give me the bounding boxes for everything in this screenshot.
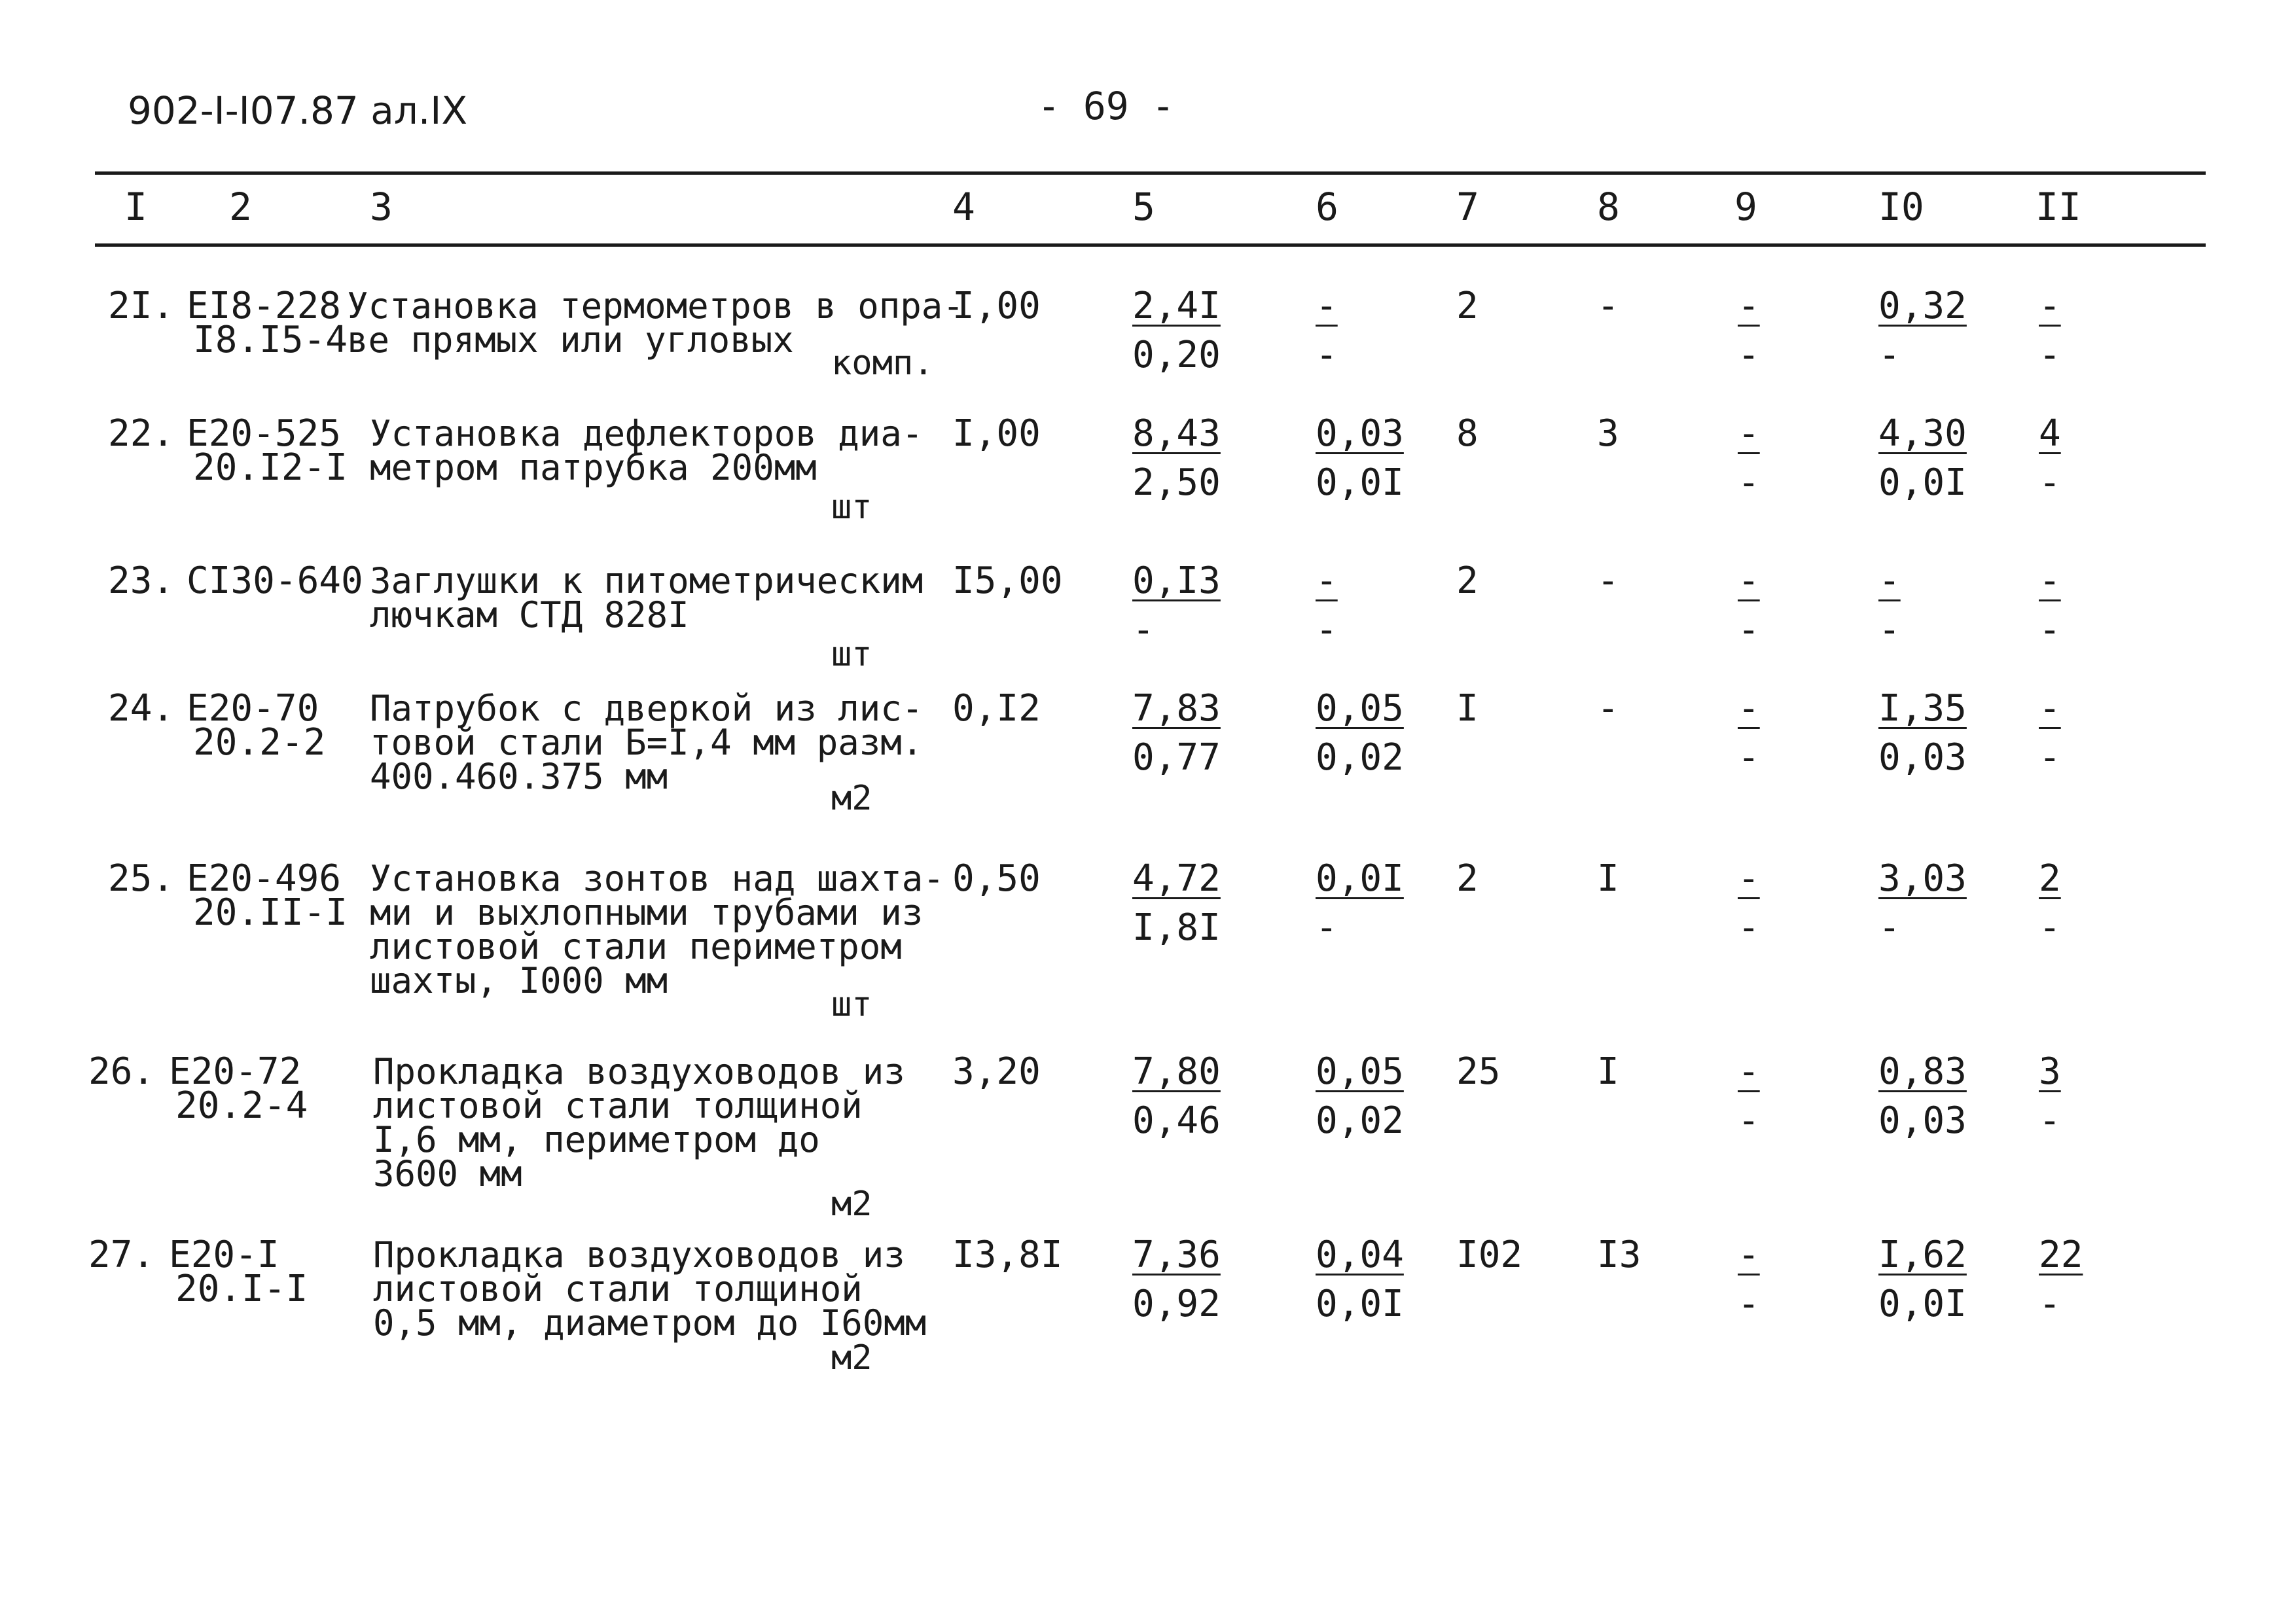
col5-bottom-value: I,8I — [1132, 906, 1221, 949]
unit-of-measure: шт — [831, 635, 872, 674]
col9-bottom-value: - — [1738, 609, 1760, 651]
col5-bottom-value: 2,50 — [1132, 461, 1221, 504]
row-number: 22. — [108, 412, 175, 455]
col7-value: 25 — [1456, 1050, 1501, 1093]
col10-bottom-value: 0,03 — [1878, 1099, 1967, 1142]
col7-value: 2 — [1456, 857, 1479, 900]
col5-bottom-value: 0,77 — [1132, 736, 1221, 779]
col5-top-value: 7,80 — [1132, 1050, 1221, 1093]
col11-top-value: 2 — [2039, 857, 2061, 900]
unit-of-measure: комп. — [831, 344, 934, 383]
col9-bottom-value: - — [1738, 1283, 1760, 1325]
quantity: I,00 — [952, 412, 1041, 455]
row-number: 24. — [108, 687, 175, 730]
col10-bottom-value: 0,0I — [1878, 1283, 1967, 1325]
col10-top-value: I,62 — [1878, 1234, 1967, 1276]
col9-top-value: - — [1738, 857, 1760, 900]
quantity: 0,50 — [952, 857, 1041, 900]
col10-bottom-value: - — [1878, 334, 1901, 376]
col10-top-value: 3,03 — [1878, 857, 1967, 900]
col5-bottom-value: 0,46 — [1132, 1099, 1221, 1142]
description-line: Прокладка воздуховодов из — [373, 1051, 905, 1092]
col6-bottom-value: - — [1316, 334, 1338, 376]
col6-bottom-value: 0,02 — [1316, 1099, 1404, 1142]
rate-code: E20-72 — [169, 1050, 302, 1093]
col-header-2: 2 — [229, 185, 252, 229]
rate-code: E20-525 — [187, 412, 342, 455]
rate-subcode: I8.I5-4 — [193, 319, 348, 361]
row-number: 27. — [88, 1234, 155, 1276]
col-header-4: 4 — [952, 185, 975, 229]
col8-value: - — [1597, 285, 1619, 327]
col-header-10: I0 — [1878, 185, 1924, 229]
col8-value: - — [1597, 560, 1619, 602]
col10-top-value: 0,83 — [1878, 1050, 1967, 1093]
col10-bottom-value: 0,03 — [1878, 736, 1967, 779]
rate-subcode: 20.2-4 — [175, 1084, 308, 1127]
rate-code: E20-496 — [187, 857, 342, 900]
col10-top-value: 0,32 — [1878, 285, 1967, 327]
row-number: 26. — [88, 1050, 155, 1093]
rate-code: EI8-228 — [187, 285, 342, 327]
col11-top-value: 3 — [2039, 1050, 2061, 1093]
col11-top-value: - — [2039, 560, 2061, 602]
description-line: метром патрубка 200мм — [370, 447, 817, 488]
col6-top-value: 0,0I — [1316, 857, 1404, 900]
col-header-7: 7 — [1456, 185, 1479, 229]
col8-value: I — [1597, 1050, 1619, 1093]
col5-top-value: 7,83 — [1132, 687, 1221, 730]
col6-bottom-value: - — [1316, 609, 1338, 651]
col7-value: 2 — [1456, 560, 1479, 602]
description-line: товой стали Б=I,4 мм разм. — [370, 722, 924, 763]
col10-top-value: 4,30 — [1878, 412, 1967, 455]
col-header-11: II — [2036, 185, 2081, 229]
col9-top-value: - — [1738, 560, 1760, 602]
col9-top-value: - — [1738, 412, 1760, 455]
quantity: I3,8I — [952, 1234, 1063, 1276]
col5-bottom-value: - — [1132, 609, 1155, 651]
rate-code: E20-I — [169, 1234, 279, 1276]
col8-value: 3 — [1597, 412, 1619, 455]
col-header-5: 5 — [1132, 185, 1155, 229]
col5-top-value: 4,72 — [1132, 857, 1221, 900]
description-line: шахты, I000 мм — [370, 960, 668, 1001]
rate-subcode: 20.I-I — [175, 1268, 308, 1310]
quantity: 3,20 — [952, 1050, 1041, 1093]
work-description — [370, 560, 924, 635]
col6-top-value: - — [1316, 560, 1338, 602]
col11-top-value: 4 — [2039, 412, 2061, 455]
work-description — [373, 1234, 927, 1344]
col5-top-value: 8,43 — [1132, 412, 1221, 455]
page-number: - 69 - — [1037, 84, 1175, 128]
description-line: листовой стали периметром — [370, 926, 902, 967]
unit-of-measure: шт — [831, 488, 872, 527]
description-line: Установка зонтов над шахта- — [370, 858, 944, 899]
col11-bottom-value: - — [2039, 609, 2061, 651]
col-header-8: 8 — [1597, 185, 1620, 229]
col11-top-value: 22 — [2039, 1234, 2083, 1276]
description-line: Установка термометров в опра- — [347, 285, 964, 327]
unit-of-measure: м2 — [831, 779, 872, 818]
description-line: Прокладка воздуховодов из — [373, 1234, 905, 1275]
col11-bottom-value: - — [2039, 1099, 2061, 1142]
col7-value: 2 — [1456, 285, 1479, 327]
col11-bottom-value: - — [2039, 1283, 2061, 1325]
col10-bottom-value: - — [1878, 609, 1901, 651]
col-header-6: 6 — [1316, 185, 1338, 229]
col-header-9: 9 — [1734, 185, 1757, 229]
col5-top-value: 0,I3 — [1132, 560, 1221, 602]
col-header-3: 3 — [370, 185, 393, 229]
rate-code: CI30-640 — [187, 560, 363, 602]
description-line: лючкам СТД 828I — [370, 594, 689, 635]
unit-of-measure: м2 — [831, 1185, 872, 1224]
col6-bottom-value: 0,02 — [1316, 736, 1404, 779]
col11-top-value: - — [2039, 285, 2061, 327]
col6-top-value: 0,03 — [1316, 412, 1404, 455]
col6-top-value: 0,05 — [1316, 687, 1404, 730]
description-line: Заглушки к питометрическим — [370, 560, 924, 601]
col6-bottom-value: 0,0I — [1316, 461, 1404, 504]
description-line: Установка дефлекторов диа- — [370, 413, 924, 454]
description-line: ве прямых или угловых — [347, 319, 794, 361]
work-description — [370, 858, 944, 1001]
table-top-rule — [95, 171, 2206, 175]
col11-bottom-value: - — [2039, 906, 2061, 949]
description-line: I,6 мм, периметром до — [373, 1119, 820, 1160]
col9-top-value: - — [1738, 285, 1760, 327]
col6-top-value: - — [1316, 285, 1338, 327]
col11-bottom-value: - — [2039, 736, 2061, 779]
col9-bottom-value: - — [1738, 334, 1760, 376]
unit-of-measure: м2 — [831, 1338, 872, 1378]
quantity: 0,I2 — [952, 687, 1041, 730]
description-line: листовой стали толщиной — [373, 1268, 863, 1310]
row-number: 2I. — [108, 285, 175, 327]
document-code: 902-I-I07.87 ал.IX — [128, 88, 468, 133]
col9-top-value: - — [1738, 1234, 1760, 1276]
col-header-1: I — [124, 185, 147, 229]
col11-bottom-value: - — [2039, 334, 2061, 376]
rate-subcode: 20.2-2 — [193, 721, 326, 764]
col6-top-value: 0,05 — [1316, 1050, 1404, 1093]
rate-subcode: 20.II-I — [193, 891, 348, 934]
col10-bottom-value: - — [1878, 906, 1901, 949]
col7-value: 8 — [1456, 412, 1479, 455]
description-line: Патрубок с дверкой из лис- — [370, 688, 924, 729]
col10-bottom-value: 0,0I — [1878, 461, 1967, 504]
col5-top-value: 2,4I — [1132, 285, 1221, 327]
col11-bottom-value: - — [2039, 461, 2061, 504]
col9-bottom-value: - — [1738, 461, 1760, 504]
col9-top-value: - — [1738, 687, 1760, 730]
col5-bottom-value: 0,92 — [1132, 1283, 1221, 1325]
col6-top-value: 0,04 — [1316, 1234, 1404, 1276]
work-description — [373, 1051, 905, 1194]
col11-top-value: - — [2039, 687, 2061, 730]
col8-value: I3 — [1597, 1234, 1641, 1276]
col9-bottom-value: - — [1738, 906, 1760, 949]
col5-bottom-value: 0,20 — [1132, 334, 1221, 376]
col5-top-value: 7,36 — [1132, 1234, 1221, 1276]
work-description — [370, 413, 924, 488]
description-line: ми и выхлопными трубами из — [370, 892, 924, 933]
quantity: I,00 — [952, 285, 1041, 327]
col8-value: I — [1597, 857, 1619, 900]
col7-value: I02 — [1456, 1234, 1523, 1276]
row-number: 25. — [108, 857, 175, 900]
col8-value: - — [1597, 687, 1619, 730]
description-line: листовой стали толщиной — [373, 1085, 863, 1126]
row-number: 23. — [108, 560, 175, 602]
description-line: 3600 мм — [373, 1153, 522, 1194]
description-line: 400.460.375 мм — [370, 756, 668, 797]
col9-bottom-value: - — [1738, 1099, 1760, 1142]
quantity: I5,00 — [952, 560, 1063, 602]
rate-subcode: 20.I2-I — [193, 446, 348, 489]
rate-code: E20-70 — [187, 687, 319, 730]
description-line: 0,5 мм, диаметром до I60мм — [373, 1302, 927, 1344]
col9-top-value: - — [1738, 1050, 1760, 1093]
col10-top-value: - — [1878, 560, 1901, 602]
unit-of-measure: шт — [831, 985, 872, 1024]
col6-bottom-value: - — [1316, 906, 1338, 949]
col9-bottom-value: - — [1738, 736, 1760, 779]
col6-bottom-value: 0,0I — [1316, 1283, 1404, 1325]
col7-value: I — [1456, 687, 1479, 730]
col10-top-value: I,35 — [1878, 687, 1967, 730]
table-header-rule — [95, 243, 2206, 247]
